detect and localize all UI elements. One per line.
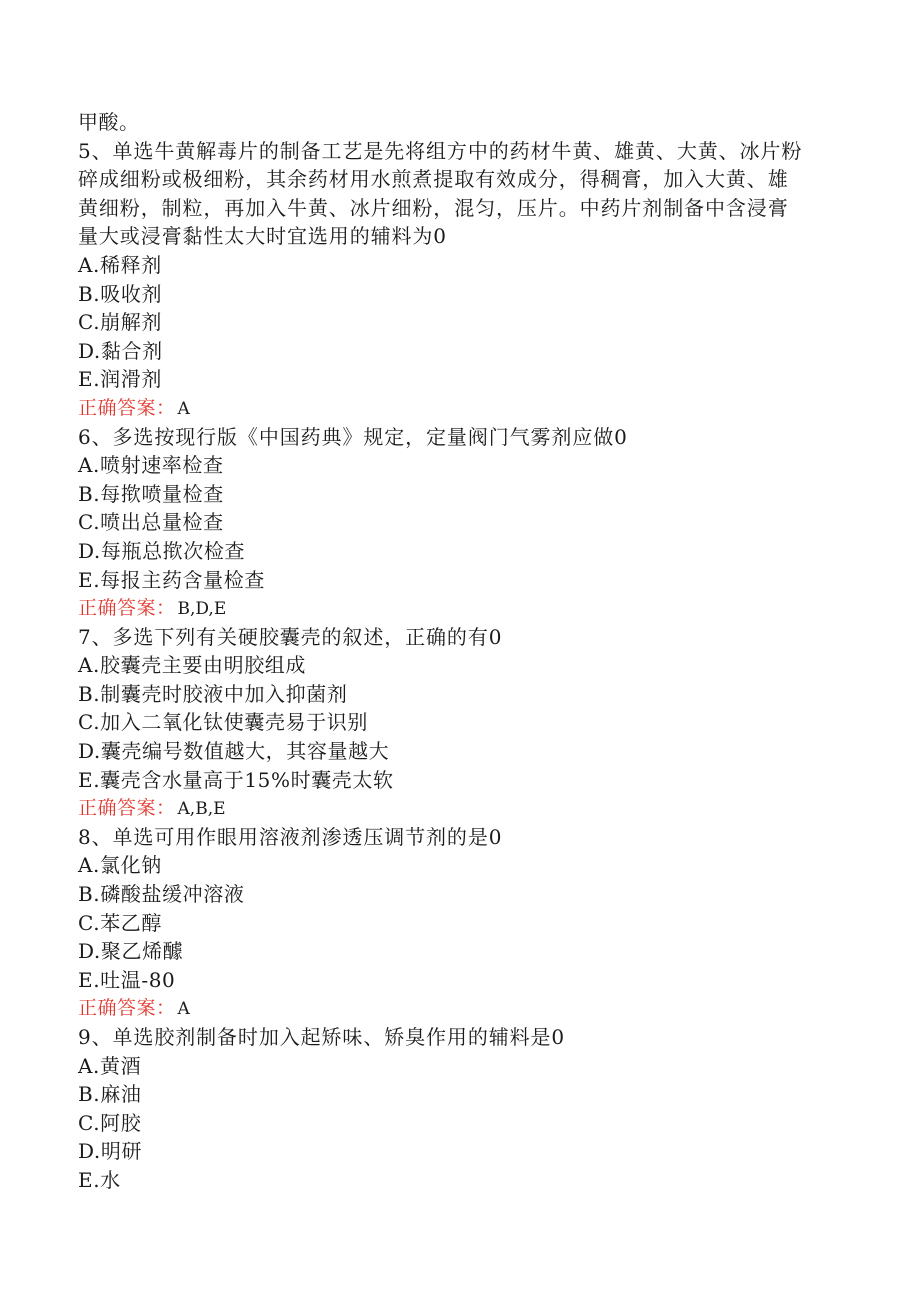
option-e: E.润滑剂 <box>78 367 162 392</box>
question-8 <box>78 823 838 1023</box>
question-stem-line: 8、单选可用作眼用溶液剂渗透压调节剂的是0 <box>78 824 503 849</box>
option-b: B.吸收剂 <box>78 281 163 306</box>
option-b: B.磷酸盐缓冲溶液 <box>78 882 245 907</box>
option-d: D.每瓶总揿次检查 <box>78 538 246 563</box>
question-stem-line: 量大或浸膏黏性太大时宜选用的辅料为0 <box>78 224 447 249</box>
option-a: A.喷射速率检查 <box>78 453 224 478</box>
question-stem-line: 黄细粉，制粒，再加入牛黄、冰片细粉，混匀，压片。中药片剂制备中含浸膏 <box>78 195 789 220</box>
option-b: B.每揿喷量检查 <box>78 481 224 506</box>
correct-answer-value: A,B,E <box>177 799 226 820</box>
question-6 <box>78 423 838 623</box>
question-stem-line: 5、单选牛黄解毒片的制备工艺是先将组方中的药材牛黄、雄黄、大黄、冰片粉 <box>78 138 803 163</box>
option-e: E.每报主药含量检查 <box>78 567 265 592</box>
question-5 <box>78 137 838 423</box>
option-d: D.聚乙烯醵 <box>78 939 184 964</box>
option-b: B.制囊壳时胶液中加入抑菌剂 <box>78 681 348 706</box>
correct-answer <box>78 394 838 423</box>
question-stem-line: 9、单选胶剂制备时加入起矫味、矫臭作用的辅料是0 <box>78 1025 566 1049</box>
option-a: A.胶囊壳主要由明胶组成 <box>78 653 307 678</box>
option-d: D.黏合剂 <box>78 338 163 363</box>
question-stem-line: 碎成细粉或极细粉，其余药材用水煎煮提取有效成分，得稠膏，加入大黄、雄 <box>78 167 789 192</box>
correct-answer-label: 正确答案： <box>78 396 176 419</box>
option-e: E.水 <box>78 1167 121 1192</box>
intro-tail-text: 甲酸。 <box>78 110 140 134</box>
option-d: D.明研 <box>78 1139 143 1164</box>
correct-answer-value: A <box>177 398 190 419</box>
option-c: C.苯乙醇 <box>78 910 162 935</box>
option-c: C.加入二氧化钛使囊壳易于识别 <box>78 710 368 735</box>
option-c: C.崩解剂 <box>78 310 162 335</box>
option-d: D.囊壳编号数值越大，其容量越大 <box>78 739 390 764</box>
question-stem-line: 6、多选按现行版《中国药典》规定，定量阀门气雾剂应做0 <box>78 424 628 449</box>
option-a: A.黄酒 <box>78 1053 142 1078</box>
option-b: B.麻油 <box>78 1082 142 1107</box>
option-c: C.阿胶 <box>78 1110 142 1135</box>
correct-answer <box>78 594 838 623</box>
option-a: A.稀释剂 <box>78 252 162 277</box>
correct-answer <box>78 994 838 1023</box>
document-page <box>78 108 838 1195</box>
correct-answer-label: 正确答案： <box>78 597 176 620</box>
option-a: A.氯化钠 <box>78 853 162 878</box>
option-e: E.囊壳含水量高于15%时囊壳太软 <box>78 767 394 792</box>
question-9 <box>78 1023 838 1195</box>
correct-answer-value: A <box>177 999 190 1020</box>
option-c: C.喷出总量检查 <box>78 510 224 535</box>
question-7 <box>78 623 838 823</box>
correct-answer <box>78 794 838 823</box>
question-stem-line: 7、多选下列有关硬胶囊壳的叙述，正确的有0 <box>78 624 503 649</box>
correct-answer-label: 正确答案： <box>78 997 176 1020</box>
correct-answer-value: B,D,E <box>177 599 227 620</box>
correct-answer-label: 正确答案： <box>78 797 176 820</box>
option-e: E.吐温-80 <box>78 967 176 992</box>
